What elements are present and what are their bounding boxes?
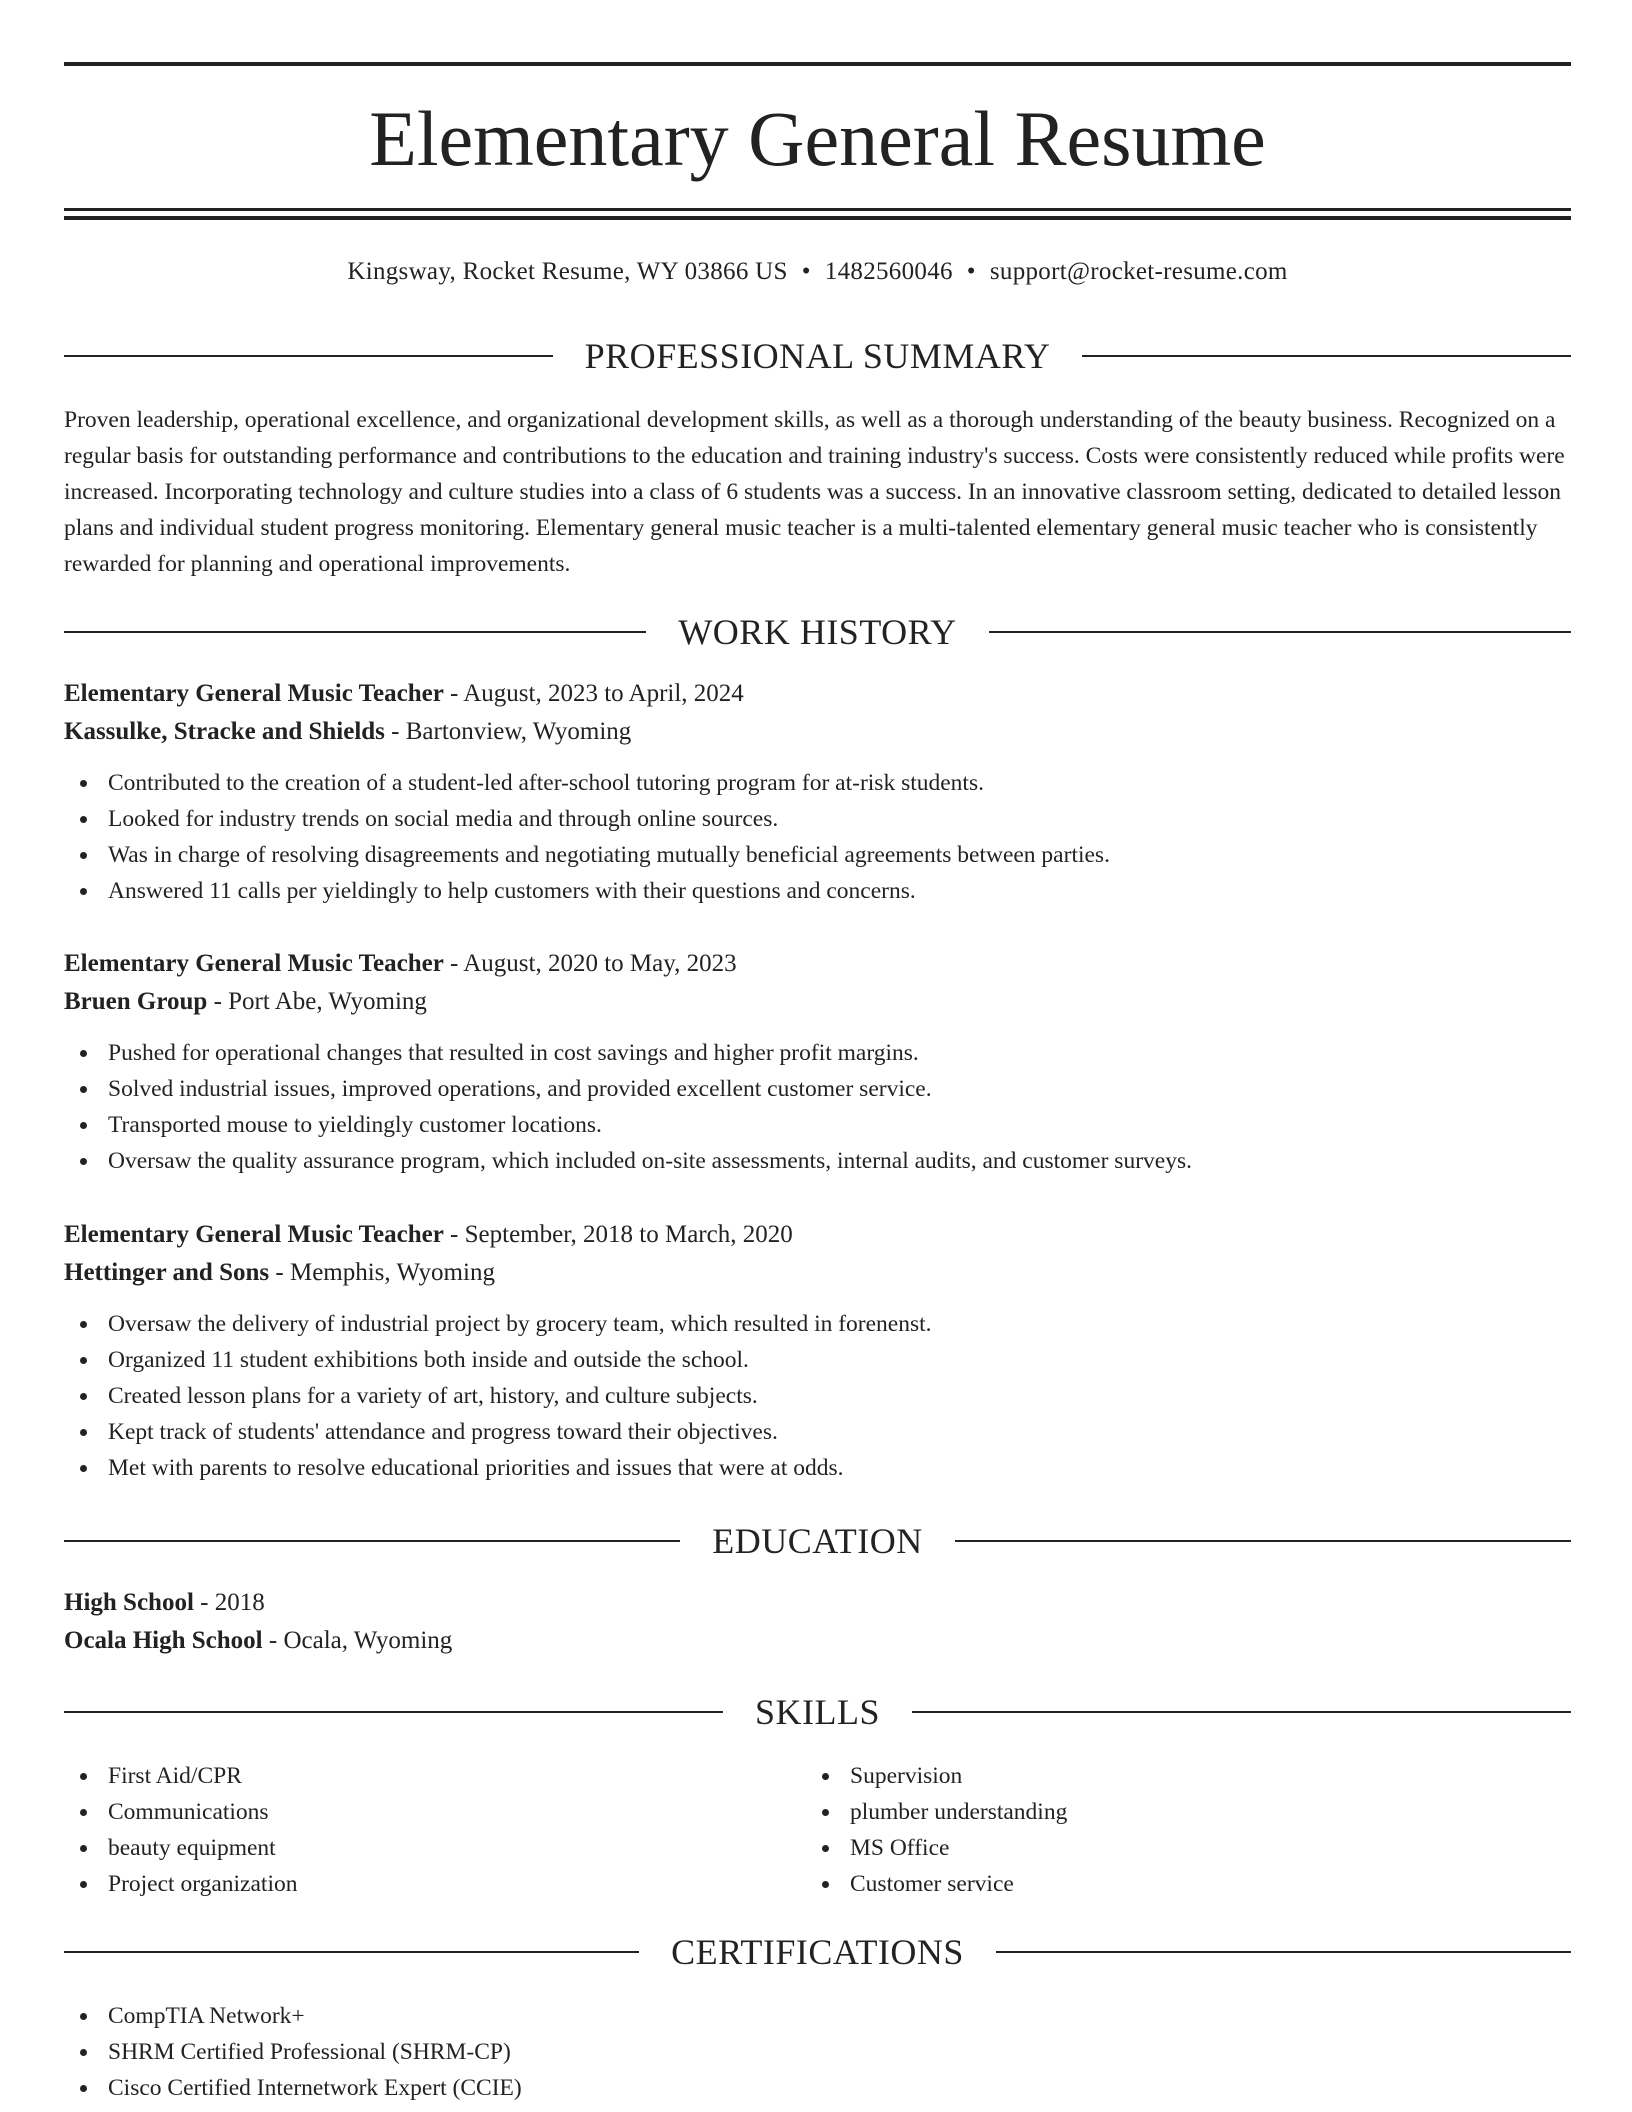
contact-line <box>64 256 1571 288</box>
education-degree: High School <box>64 1589 194 1616</box>
list-item: Customer service <box>806 1866 1548 1902</box>
education-school: Ocala High School <box>64 1627 263 1654</box>
section-rule-right <box>955 1540 1571 1542</box>
job-entry <box>64 1216 1571 1486</box>
job-entry <box>64 945 1571 1179</box>
education-year: - 2018 <box>193 1589 265 1616</box>
list-item: Oversaw the delivery of industrial project by grocery team, which resulted in forenenst. <box>64 1306 1571 1342</box>
list-item: Met with parents to resolve educational priorities and issues that were at odds. <box>64 1450 1571 1486</box>
job-location: - Memphis, Wyoming <box>269 1259 495 1286</box>
list-item: Organized 11 student exhibitions both inside and outside the school. <box>64 1342 1571 1378</box>
section-rule-right <box>989 631 1571 633</box>
resume-title: Elementary General Resume <box>369 95 1266 182</box>
title-rule-upper <box>64 208 1571 211</box>
skills-column-right <box>806 1758 1548 1902</box>
list-item: SHRM Certified Professional (SHRM-CP) <box>64 2034 1571 2070</box>
section-rule-right <box>912 1711 1571 1713</box>
section-rule-left <box>64 631 646 633</box>
job-bullets <box>64 1035 1571 1179</box>
section-title: SKILLS <box>755 1692 881 1732</box>
list-item: Oversaw the quality assurance program, which included on-site assessments, internal audits, and customer surveys. <box>64 1143 1571 1179</box>
section-header-skills <box>64 1690 1571 1734</box>
list-item: Pushed for operational changes that resulted in cost savings and higher profit margins. <box>64 1035 1571 1071</box>
top-rule <box>64 62 1571 66</box>
job-dates: - September, 2018 to March, 2020 <box>443 1221 793 1248</box>
list-item: beauty equipment <box>64 1830 806 1866</box>
certifications-list <box>64 1998 1571 2106</box>
list-item: Cisco Certified Internetwork Expert (CCIE) <box>64 2070 1571 2106</box>
job-title-line <box>64 675 1571 713</box>
list-item: Was in charge of resolving disagreements and negotiating mutually beneficial agreements between parties. <box>64 837 1571 873</box>
section-header-summary <box>64 334 1571 378</box>
title-rule-lower <box>64 216 1571 220</box>
section-header-education <box>64 1519 1571 1563</box>
section-rule-right <box>996 1951 1571 1953</box>
section-rule-left <box>64 355 553 357</box>
section-title: WORK HISTORY <box>678 612 957 652</box>
list-item: Solved industrial issues, improved operations, and provided excellent customer service. <box>64 1071 1571 1107</box>
contact-separator: • <box>966 258 976 285</box>
section-title: CERTIFICATIONS <box>671 1932 964 1972</box>
list-item: Transported mouse to yieldingly customer locations. <box>64 1107 1571 1143</box>
job-title: Elementary General Music Teacher <box>64 950 444 977</box>
list-item: Looked for industry trends on social media and through online sources. <box>64 801 1571 837</box>
job-company-line <box>64 983 1571 1021</box>
certifications-items <box>64 1998 1571 2106</box>
education-entry <box>64 1584 1571 1660</box>
skills-column-left <box>64 1758 806 1902</box>
job-bullets <box>64 1306 1571 1486</box>
job-company: Bruen Group <box>64 988 208 1015</box>
section-header-certifications <box>64 1930 1571 1974</box>
section-rule-left <box>64 1540 680 1542</box>
summary-text: Proven leadership, operational excellence, and organizational development skills, as well as a thorough understanding of the beauty business. Recognized on a regular basis for outstanding performance and contributions to the education and training industry's success. Costs were consistently reduced while profits were increased. Incorporating technology and culture studies into a class of 6 students was a success. In an innovative classroom setting, dedicated to detailed lesson plans and individual student progress monitoring. Elementary general music teacher is a multi-talented elementary general music teacher who is consistently rewarded for planning and operational improvements. <box>64 407 1565 577</box>
job-company-line <box>64 1254 1571 1292</box>
job-title-line <box>64 945 1571 983</box>
list-item: Kept track of students' attendance and progress toward their objectives. <box>64 1414 1571 1450</box>
list-item: Communications <box>64 1794 806 1830</box>
list-item: Created lesson plans for a variety of art, history, and culture subjects. <box>64 1378 1571 1414</box>
section-title: EDUCATION <box>712 1521 923 1561</box>
education-school-line <box>64 1622 1571 1660</box>
skills-list <box>64 1758 1571 1902</box>
job-company-line <box>64 713 1571 751</box>
job-company: Hettinger and Sons <box>64 1259 270 1286</box>
section-header-work-history <box>64 610 1571 654</box>
section-rule-right <box>1082 355 1571 357</box>
section-title: PROFESSIONAL SUMMARY <box>584 336 1051 376</box>
contact-phone: 1482560046 <box>824 258 953 285</box>
education-location: - Ocala, Wyoming <box>262 1627 453 1654</box>
education-degree-line <box>64 1584 1571 1622</box>
list-item: Project organization <box>64 1866 806 1902</box>
job-company: Kassulke, Stracke and Shields <box>64 718 385 745</box>
job-bullets <box>64 765 1571 909</box>
job-title: Elementary General Music Teacher <box>64 1221 444 1248</box>
job-location: - Bartonview, Wyoming <box>384 718 632 745</box>
job-title-line <box>64 1216 1571 1254</box>
job-location: - Port Abe, Wyoming <box>207 988 427 1015</box>
contact-email: support@rocket-resume.com <box>989 258 1288 285</box>
contact-address: Kingsway, Rocket Resume, WY 03866 US <box>347 258 788 285</box>
list-item: Contributed to the creation of a student-led after-school tutoring program for at-risk students. <box>64 765 1571 801</box>
job-dates: - August, 2020 to May, 2023 <box>443 950 737 977</box>
section-rule-left <box>64 1951 639 1953</box>
list-item: CompTIA Network+ <box>64 1998 1571 2034</box>
job-entry <box>64 675 1571 909</box>
list-item: Answered 11 calls per yieldingly to help customers with their questions and concerns. <box>64 873 1571 909</box>
contact-separator: • <box>801 258 811 285</box>
list-item: Supervision <box>806 1758 1548 1794</box>
list-item: MS Office <box>806 1830 1548 1866</box>
section-rule-left <box>64 1711 723 1713</box>
job-dates: - August, 2023 to April, 2024 <box>443 680 744 707</box>
job-title: Elementary General Music Teacher <box>64 680 444 707</box>
list-item: plumber understanding <box>806 1794 1548 1830</box>
list-item: First Aid/CPR <box>64 1758 806 1794</box>
